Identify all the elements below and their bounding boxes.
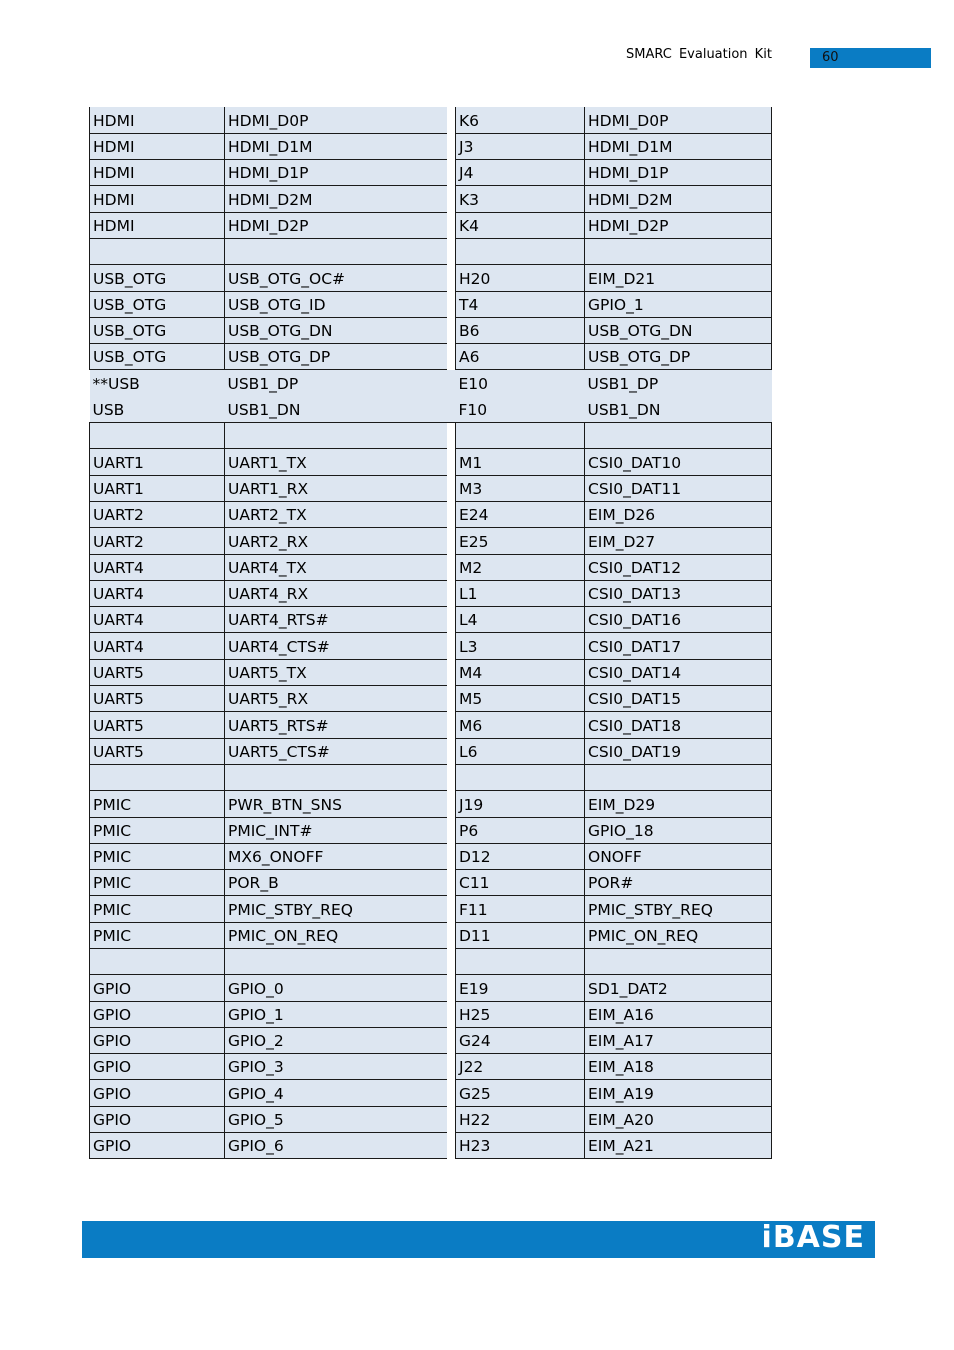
column-gap — [447, 528, 456, 554]
smarc-signal-cell: PMIC_STBY_REQ — [225, 896, 447, 922]
ball-cell: M5 — [456, 686, 585, 712]
table-row — [90, 370, 772, 396]
cpu-signal-cell: CSI0_DAT12 — [585, 554, 772, 580]
table-row — [90, 291, 772, 317]
column-gap — [447, 686, 456, 712]
smarc-signal-cell: UART4_RX — [225, 580, 447, 606]
ball-cell: H20 — [456, 265, 585, 291]
ball-cell: L4 — [456, 607, 585, 633]
signal-group-cell: UART5 — [90, 659, 225, 685]
cpu-signal-cell: EIM_A19 — [585, 1080, 772, 1106]
cpu-signal-cell: HDMI_D1P — [585, 160, 772, 186]
table-row — [90, 1054, 772, 1080]
smarc-signal-cell: UART1_TX — [225, 449, 447, 475]
column-gap — [447, 475, 456, 501]
column-gap — [447, 554, 456, 580]
cpu-signal-cell: EIM_D27 — [585, 528, 772, 554]
cpu-signal-cell: GPIO_1 — [585, 291, 772, 317]
smarc-signal-cell: UART5_CTS# — [225, 738, 447, 764]
table-row — [90, 501, 772, 527]
column-gap — [447, 186, 456, 212]
smarc-signal-cell: HDMI_D2M — [225, 186, 447, 212]
column-gap — [447, 501, 456, 527]
ball-cell: D12 — [456, 843, 585, 869]
table-row — [90, 133, 772, 159]
table-row — [90, 686, 772, 712]
column-gap — [447, 265, 456, 291]
table-row — [90, 922, 772, 948]
cpu-signal-cell: CSI0_DAT10 — [585, 449, 772, 475]
cpu-signal-cell: EIM_A16 — [585, 1001, 772, 1027]
signal-group-cell: UART4 — [90, 580, 225, 606]
ball-cell: H25 — [456, 1001, 585, 1027]
ball-cell: E19 — [456, 975, 585, 1001]
ball-cell — [456, 238, 585, 264]
signal-group-cell: UART2 — [90, 501, 225, 527]
page-number: 60 — [822, 50, 839, 65]
ball-cell: M2 — [456, 554, 585, 580]
ball-cell: T4 — [456, 291, 585, 317]
smarc-signal-cell — [225, 949, 447, 975]
cpu-signal-cell: EIM_D26 — [585, 501, 772, 527]
table-row — [90, 396, 772, 422]
table-row — [90, 1001, 772, 1027]
signal-group-cell: UART5 — [90, 686, 225, 712]
table-row — [90, 817, 772, 843]
ball-cell: L3 — [456, 633, 585, 659]
column-gap — [447, 712, 456, 738]
column-gap — [447, 1133, 456, 1159]
smarc-signal-cell: USB_OTG_DN — [225, 317, 447, 343]
table-row — [90, 1080, 772, 1106]
table-row — [90, 528, 772, 554]
signal-group-cell — [90, 423, 225, 449]
smarc-signal-cell: UART4_RTS# — [225, 607, 447, 633]
signal-group-cell: GPIO — [90, 975, 225, 1001]
table-row — [90, 317, 772, 343]
table-row — [90, 160, 772, 186]
table-row — [90, 896, 772, 922]
table-row — [90, 107, 772, 133]
signal-group-cell: HDMI — [90, 186, 225, 212]
ball-cell: F10 — [456, 396, 585, 422]
table-row — [90, 1027, 772, 1053]
smarc-signal-cell: HDMI_D2P — [225, 212, 447, 238]
cpu-signal-cell: PMIC_ON_REQ — [585, 922, 772, 948]
ball-cell: P6 — [456, 817, 585, 843]
table-row — [90, 975, 772, 1001]
cpu-signal-cell: EIM_D21 — [585, 265, 772, 291]
column-gap — [447, 423, 456, 449]
column-gap — [447, 1080, 456, 1106]
column-gap — [447, 449, 456, 475]
ball-cell: J4 — [456, 160, 585, 186]
smarc-signal-cell: GPIO_6 — [225, 1133, 447, 1159]
signal-group-cell: HDMI — [90, 133, 225, 159]
ball-cell: E24 — [456, 501, 585, 527]
column-gap — [447, 1106, 456, 1132]
cpu-signal-cell: HDMI_D2P — [585, 212, 772, 238]
smarc-signal-cell: GPIO_1 — [225, 1001, 447, 1027]
cpu-signal-cell: EIM_A20 — [585, 1106, 772, 1132]
table-row — [90, 843, 772, 869]
ball-cell: M1 — [456, 449, 585, 475]
cpu-signal-cell: CSI0_DAT13 — [585, 580, 772, 606]
cpu-signal-cell: HDMI_D1M — [585, 133, 772, 159]
column-gap — [447, 764, 456, 790]
signal-group-cell: GPIO — [90, 1054, 225, 1080]
ibase-logo: iBASE — [761, 1220, 865, 1255]
table-row — [90, 449, 772, 475]
smarc-signal-cell: GPIO_4 — [225, 1080, 447, 1106]
column-gap — [447, 791, 456, 817]
cpu-signal-cell: CSI0_DAT17 — [585, 633, 772, 659]
signal-group-cell: USB_OTG — [90, 344, 225, 370]
table-row — [90, 265, 772, 291]
smarc-signal-cell — [225, 764, 447, 790]
ball-cell: M3 — [456, 475, 585, 501]
signal-group-cell: USB_OTG — [90, 291, 225, 317]
table-row — [90, 949, 772, 975]
smarc-signal-cell: UART5_TX — [225, 659, 447, 685]
smarc-signal-cell: GPIO_2 — [225, 1027, 447, 1053]
signal-group-cell: UART1 — [90, 449, 225, 475]
ball-cell: K3 — [456, 186, 585, 212]
smarc-signal-cell: PWR_BTN_SNS — [225, 791, 447, 817]
cpu-signal-cell: GPIO_18 — [585, 817, 772, 843]
signal-group-cell: PMIC — [90, 922, 225, 948]
smarc-signal-cell — [225, 238, 447, 264]
signal-group-cell — [90, 764, 225, 790]
column-gap — [447, 659, 456, 685]
ball-cell: H23 — [456, 1133, 585, 1159]
pin-mapping-body — [90, 107, 772, 1159]
signal-group-cell: GPIO — [90, 1080, 225, 1106]
column-gap — [447, 738, 456, 764]
smarc-signal-cell: HDMI_D1M — [225, 133, 447, 159]
smarc-signal-cell: PMIC_INT# — [225, 817, 447, 843]
column-gap — [447, 344, 456, 370]
smarc-signal-cell: MX6_ONOFF — [225, 843, 447, 869]
cpu-signal-cell: CSI0_DAT14 — [585, 659, 772, 685]
cpu-signal-cell: CSI0_DAT15 — [585, 686, 772, 712]
signal-group-cell: HDMI — [90, 160, 225, 186]
signal-group-cell: **USB — [90, 370, 225, 396]
ball-cell: M6 — [456, 712, 585, 738]
signal-group-cell: GPIO — [90, 1106, 225, 1132]
table-row — [90, 791, 772, 817]
page-number-box — [810, 48, 931, 68]
ball-cell: J19 — [456, 791, 585, 817]
footer-bar — [82, 1221, 875, 1258]
column-gap — [447, 291, 456, 317]
cpu-signal-cell: EIM_A18 — [585, 1054, 772, 1080]
cpu-signal-cell: ONOFF — [585, 843, 772, 869]
cpu-signal-cell: SD1_DAT2 — [585, 975, 772, 1001]
column-gap — [447, 896, 456, 922]
cpu-signal-cell: USB1_DP — [585, 370, 772, 396]
column-gap — [447, 817, 456, 843]
table-row — [90, 344, 772, 370]
signal-group-cell: HDMI — [90, 107, 225, 133]
column-gap — [447, 370, 456, 396]
smarc-signal-cell: USB1_DP — [225, 370, 447, 396]
ball-cell: A6 — [456, 344, 585, 370]
document-title: SMARC Evaluation Kit — [626, 47, 772, 62]
ball-cell: E25 — [456, 528, 585, 554]
column-gap — [447, 1027, 456, 1053]
cpu-signal-cell — [585, 423, 772, 449]
ball-cell — [456, 949, 585, 975]
column-gap — [447, 843, 456, 869]
signal-group-cell: UART2 — [90, 528, 225, 554]
cpu-signal-cell: CSI0_DAT16 — [585, 607, 772, 633]
smarc-signal-cell: UART4_CTS# — [225, 633, 447, 659]
cpu-signal-cell: HDMI_D0P — [585, 107, 772, 133]
smarc-signal-cell: HDMI_D1P — [225, 160, 447, 186]
cpu-signal-cell — [585, 949, 772, 975]
signal-group-cell: PMIC — [90, 817, 225, 843]
column-gap — [447, 607, 456, 633]
column-gap — [447, 396, 456, 422]
cpu-signal-cell: EIM_D29 — [585, 791, 772, 817]
signal-group-cell — [90, 238, 225, 264]
column-gap — [447, 107, 456, 133]
table-row — [90, 764, 772, 790]
ball-cell: C11 — [456, 870, 585, 896]
cpu-signal-cell: USB_OTG_DN — [585, 317, 772, 343]
table-row — [90, 712, 772, 738]
column-gap — [447, 212, 456, 238]
smarc-signal-cell: UART5_RTS# — [225, 712, 447, 738]
smarc-signal-cell: USB_OTG_DP — [225, 344, 447, 370]
cpu-signal-cell: PMIC_STBY_REQ — [585, 896, 772, 922]
ball-cell: M4 — [456, 659, 585, 685]
table-row — [90, 870, 772, 896]
cpu-signal-cell: USB1_DN — [585, 396, 772, 422]
signal-group-cell: PMIC — [90, 896, 225, 922]
ball-cell: K4 — [456, 212, 585, 238]
signal-group-cell: USB_OTG — [90, 317, 225, 343]
signal-group-cell: UART4 — [90, 633, 225, 659]
cpu-signal-cell: CSI0_DAT19 — [585, 738, 772, 764]
table-row — [90, 554, 772, 580]
ball-cell: E10 — [456, 370, 585, 396]
cpu-signal-cell — [585, 764, 772, 790]
smarc-signal-cell: GPIO_5 — [225, 1106, 447, 1132]
table-row — [90, 633, 772, 659]
smarc-signal-cell: UART4_TX — [225, 554, 447, 580]
cpu-signal-cell: CSI0_DAT18 — [585, 712, 772, 738]
signal-group-cell: GPIO — [90, 1001, 225, 1027]
table-row — [90, 238, 772, 264]
ball-cell: G25 — [456, 1080, 585, 1106]
column-gap — [447, 922, 456, 948]
smarc-signal-cell: USB_OTG_ID — [225, 291, 447, 317]
ball-cell: H22 — [456, 1106, 585, 1132]
signal-group-cell: PMIC — [90, 791, 225, 817]
ball-cell: K6 — [456, 107, 585, 133]
signal-group-cell — [90, 949, 225, 975]
column-gap — [447, 1001, 456, 1027]
ball-cell: B6 — [456, 317, 585, 343]
ball-cell: G24 — [456, 1027, 585, 1053]
table-row — [90, 186, 772, 212]
column-gap — [447, 133, 456, 159]
signal-group-cell: USB — [90, 396, 225, 422]
table-row — [90, 607, 772, 633]
cpu-signal-cell: POR# — [585, 870, 772, 896]
column-gap — [447, 317, 456, 343]
signal-group-cell: UART5 — [90, 712, 225, 738]
cpu-signal-cell: USB_OTG_DP — [585, 344, 772, 370]
ball-cell — [456, 764, 585, 790]
ball-cell: J3 — [456, 133, 585, 159]
signal-group-cell: GPIO — [90, 1027, 225, 1053]
smarc-signal-cell: UART1_RX — [225, 475, 447, 501]
table-row — [90, 738, 772, 764]
ball-cell: F11 — [456, 896, 585, 922]
table-row — [90, 423, 772, 449]
pin-mapping-table — [89, 107, 772, 1159]
ball-cell: L6 — [456, 738, 585, 764]
smarc-signal-cell: PMIC_ON_REQ — [225, 922, 447, 948]
cpu-signal-cell: CSI0_DAT11 — [585, 475, 772, 501]
cpu-signal-cell: EIM_A17 — [585, 1027, 772, 1053]
smarc-signal-cell: POR_B — [225, 870, 447, 896]
table-row — [90, 659, 772, 685]
smarc-signal-cell: HDMI_D0P — [225, 107, 447, 133]
smarc-signal-cell: GPIO_0 — [225, 975, 447, 1001]
column-gap — [447, 949, 456, 975]
signal-group-cell: UART4 — [90, 554, 225, 580]
column-gap — [447, 160, 456, 186]
cpu-signal-cell: EIM_A21 — [585, 1133, 772, 1159]
signal-group-cell: UART4 — [90, 607, 225, 633]
column-gap — [447, 633, 456, 659]
table-row — [90, 212, 772, 238]
signal-group-cell: USB_OTG — [90, 265, 225, 291]
column-gap — [447, 975, 456, 1001]
smarc-signal-cell — [225, 423, 447, 449]
table-row — [90, 580, 772, 606]
column-gap — [447, 580, 456, 606]
smarc-signal-cell: USB1_DN — [225, 396, 447, 422]
ball-cell — [456, 423, 585, 449]
ball-cell: L1 — [456, 580, 585, 606]
column-gap — [447, 238, 456, 264]
signal-group-cell: UART1 — [90, 475, 225, 501]
table-row — [90, 475, 772, 501]
signal-group-cell: PMIC — [90, 843, 225, 869]
signal-group-cell: PMIC — [90, 870, 225, 896]
signal-group-cell: GPIO — [90, 1133, 225, 1159]
smarc-signal-cell: UART2_RX — [225, 528, 447, 554]
ball-cell: J22 — [456, 1054, 585, 1080]
signal-group-cell: HDMI — [90, 212, 225, 238]
smarc-signal-cell: GPIO_3 — [225, 1054, 447, 1080]
smarc-signal-cell: USB_OTG_OC# — [225, 265, 447, 291]
table-row — [90, 1106, 772, 1132]
cpu-signal-cell: HDMI_D2M — [585, 186, 772, 212]
ball-cell: D11 — [456, 922, 585, 948]
cpu-signal-cell — [585, 238, 772, 264]
smarc-signal-cell: UART2_TX — [225, 501, 447, 527]
table-row — [90, 1133, 772, 1159]
column-gap — [447, 1054, 456, 1080]
column-gap — [447, 870, 456, 896]
smarc-signal-cell: UART5_RX — [225, 686, 447, 712]
signal-group-cell: UART5 — [90, 738, 225, 764]
